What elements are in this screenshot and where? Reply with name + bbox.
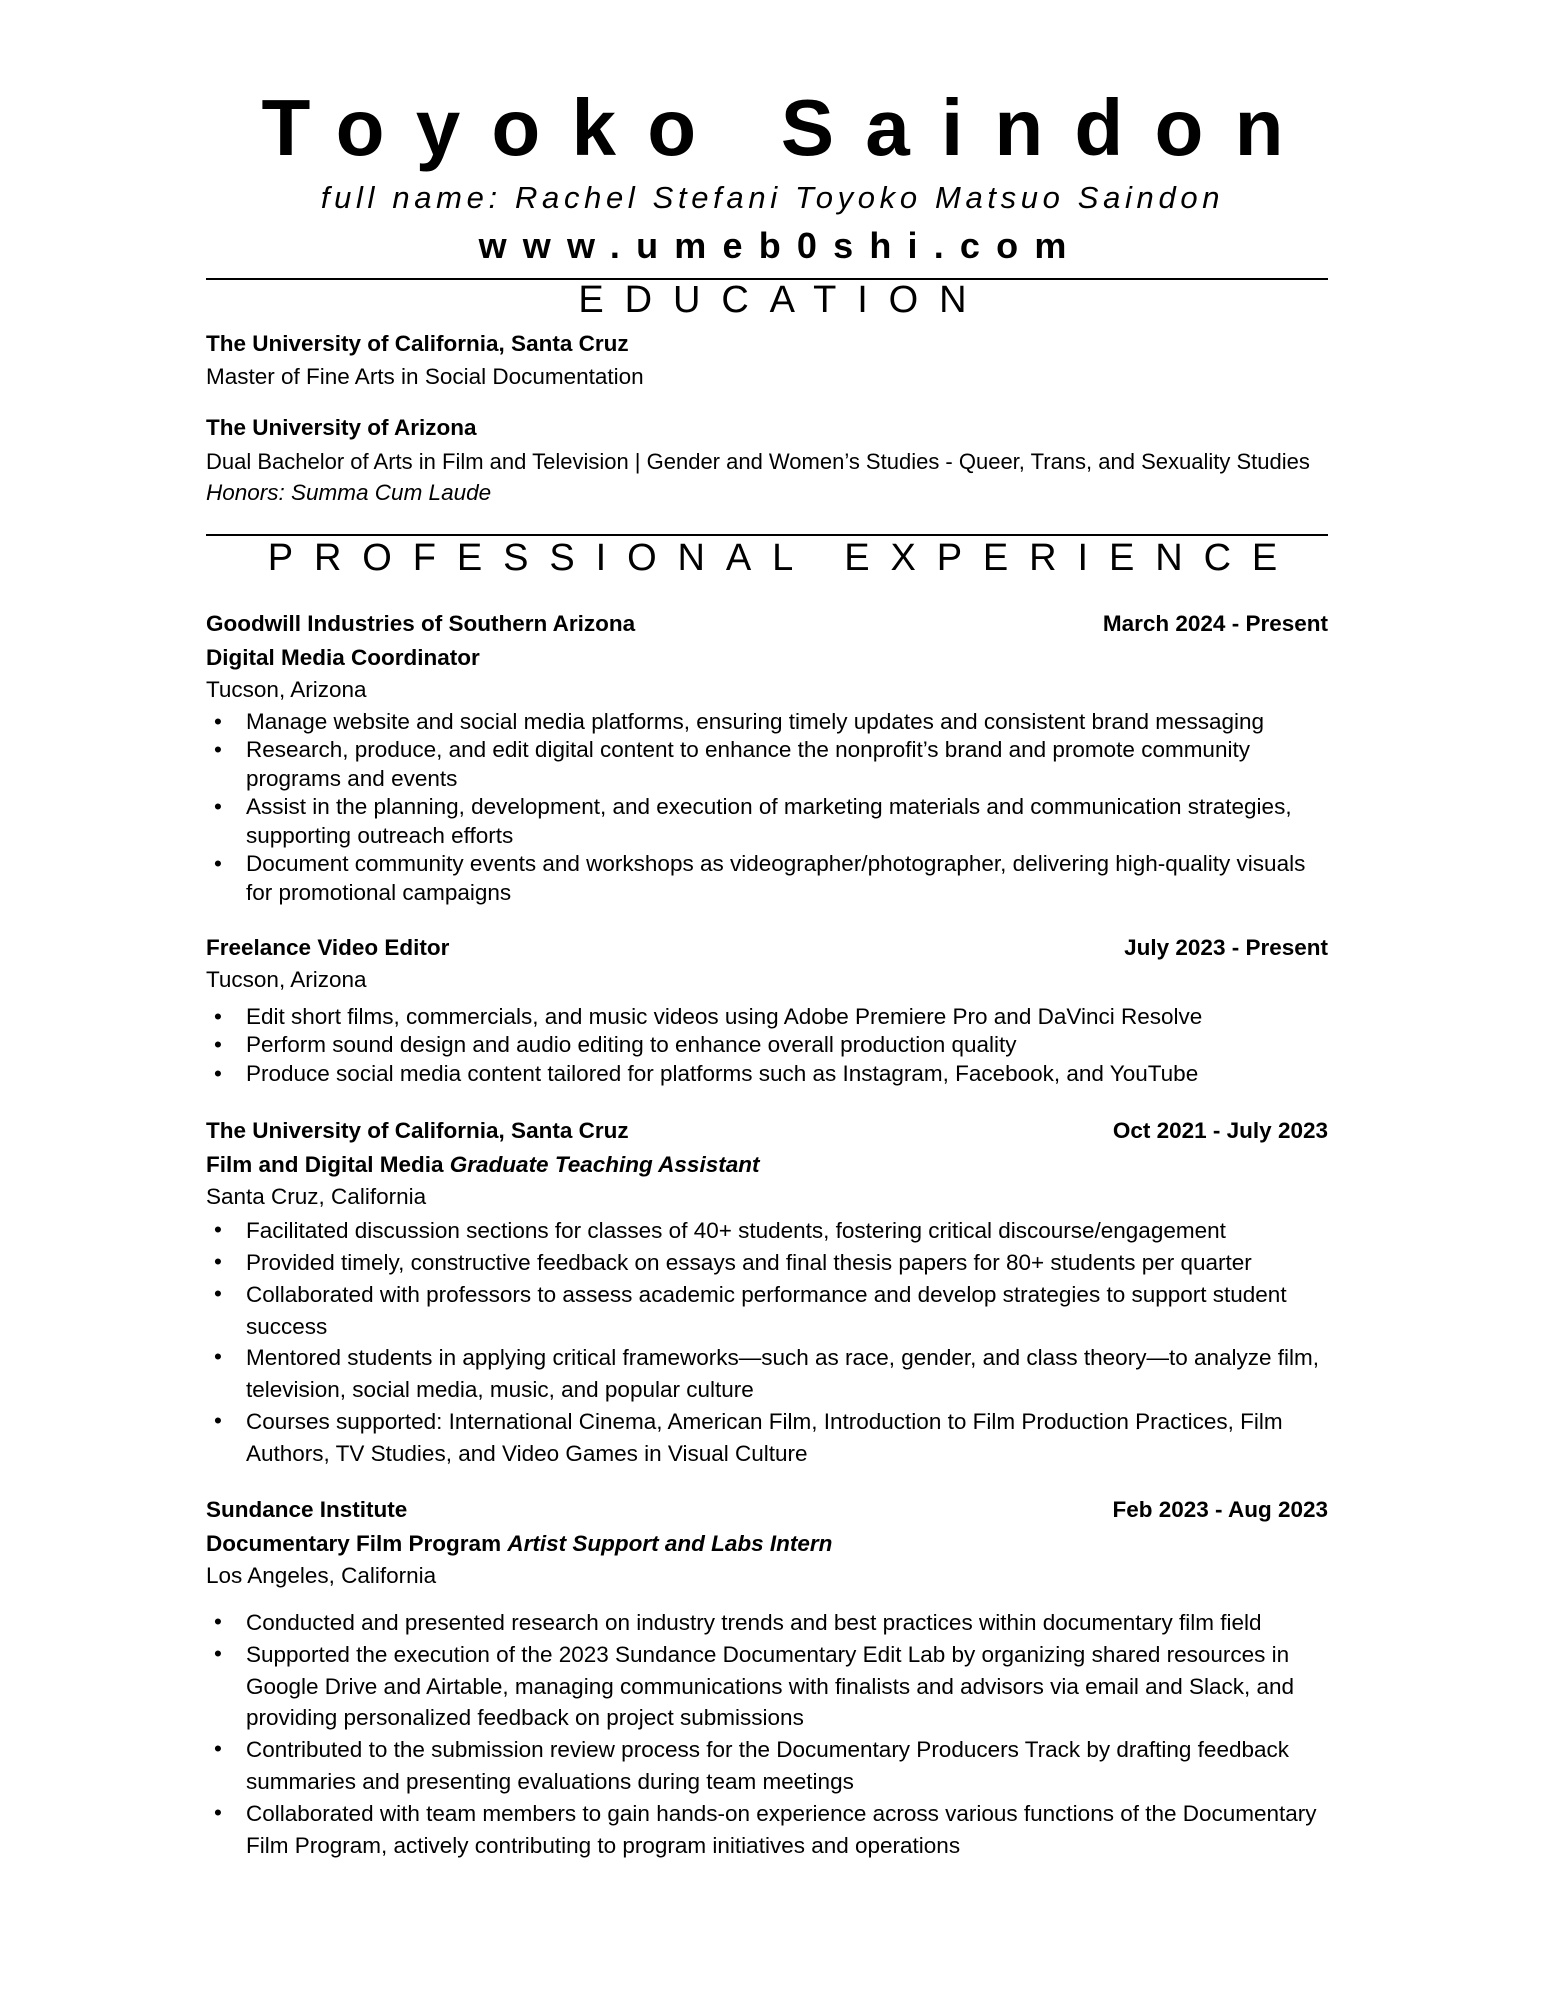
bullet-marker: • — [214, 1408, 222, 1433]
education-school: The University of Arizona — [206, 415, 477, 440]
candidate-name: Toyoko Saindon — [261, 83, 1315, 172]
bullet-marker: • — [214, 1004, 222, 1029]
job-title: Digital Media Coordinator — [206, 645, 480, 670]
job-bullet: Collaborated with professors to assess academic performance and develop strategies to support student success — [246, 1282, 1287, 1339]
bullet-marker: • — [214, 737, 222, 762]
bullet-marker: • — [214, 709, 222, 734]
job-bullet: Assist in the planning, development, and execution of marketing materials and communication strategies, supporting outreach efforts — [246, 794, 1292, 848]
experience-heading: PROFESSIONAL EXPERIENCE — [267, 537, 1299, 579]
bullet-marker: • — [214, 1032, 222, 1057]
job-bullet: Contributed to the submission review process for the Documentary Producers Track by drafting feedback summaries and presenting evaluations during team meetings — [246, 1737, 1289, 1794]
bullet-marker: • — [214, 1641, 222, 1666]
job-bullet: Facilitated discussion sections for classes of 40+ students, fostering critical discourse/engagement — [246, 1218, 1226, 1243]
job-bullet: Provided timely, constructive feedback on essays and final thesis papers for 80+ students per quarter — [246, 1250, 1252, 1275]
job-location: Tucson, Arizona — [206, 677, 367, 702]
job-bullet: Conducted and presented research on industry trends and best practices within documentary film field — [246, 1610, 1262, 1635]
job-bullet: Mentored students in applying critical frameworks—such as race, gender, and class theory—to analyze film, television, social media, music, and popular culture — [246, 1345, 1320, 1402]
education-honors: Honors: Summa Cum Laude — [206, 480, 492, 505]
job-location: Tucson, Arizona — [206, 967, 367, 992]
job-dates: Feb 2023 - Aug 2023 — [1112, 1497, 1328, 1522]
job-title-department: Documentary Film Program — [206, 1531, 502, 1556]
job-bullet: Supported the execution of the 2023 Sundance Documentary Edit Lab by organizing shared resources in Google Drive and Airtable, managing communications with finalists and advisors via email and Slack, and providing personalized feedback on project submissions — [246, 1642, 1295, 1730]
job-title — [206, 1150, 759, 1180]
job-bullet: Courses supported: International Cinema, American Film, Introduction to Film Production Practices, Film Authors, TV Studies, and Video Games in Visual Culture — [246, 1409, 1283, 1466]
job-title — [206, 1529, 832, 1559]
job-location: Los Angeles, California — [206, 1563, 437, 1588]
bullet-marker: • — [214, 1800, 222, 1825]
bullet-marker: • — [214, 1061, 222, 1086]
job-location: Santa Cruz, California — [206, 1184, 427, 1209]
job-organization: Freelance Video Editor — [206, 935, 450, 960]
education-degree: Dual Bachelor of Arts in Film and Television | Gender and Women’s Studies - Queer, Trans, and Sexuality Studies — [206, 449, 1310, 474]
job-organization: Sundance Institute — [206, 1497, 408, 1522]
job-title-department: Film and Digital Media — [206, 1152, 444, 1177]
bullet-marker: • — [214, 851, 222, 876]
bullet-marker: • — [214, 1249, 222, 1274]
job-dates: March 2024 - Present — [1102, 611, 1328, 636]
candidate-full-name: full name: Rachel Stefani Toyoko Matsuo Saindon — [320, 180, 1225, 215]
job-bullet: Document community events and workshops as videographer/photographer, delivering high-quality visuals for promotional campaigns — [246, 851, 1306, 905]
bullet-marker: • — [214, 794, 222, 819]
job-bullet: Manage website and social media platforms, ensuring timely updates and consistent brand messaging — [246, 709, 1265, 734]
bullet-marker: • — [214, 1609, 222, 1634]
job-organization: The University of California, Santa Cruz — [206, 1118, 629, 1143]
job-bullet: Produce social media content tailored for platforms such as Instagram, Facebook, and YouTube — [246, 1061, 1199, 1086]
job-title-role: Artist Support and Labs Intern — [507, 1531, 833, 1556]
bullet-marker: • — [214, 1736, 222, 1761]
education-school: The University of California, Santa Cruz — [206, 331, 629, 356]
bullet-marker: • — [214, 1281, 222, 1306]
education-degree: Master of Fine Arts in Social Documentation — [206, 364, 644, 389]
job-organization: Goodwill Industries of Southern Arizona — [206, 611, 636, 636]
job-dates: July 2023 - Present — [1124, 935, 1328, 960]
bullet-marker: • — [214, 1217, 222, 1242]
bullet-marker: • — [214, 1344, 222, 1369]
job-title-role: Graduate Teaching Assistant — [449, 1152, 760, 1177]
job-bullet: Edit short films, commercials, and music videos using Adobe Premiere Pro and DaVinci Resolve — [246, 1004, 1203, 1029]
candidate-website: www.umeb0shi.com — [478, 225, 1083, 266]
job-bullet: Collaborated with team members to gain hands-on experience across various functions of the Documentary Film Program, actively contributing to program initiatives and operations — [246, 1801, 1317, 1858]
job-bullet: Perform sound design and audio editing to enhance overall production quality — [246, 1032, 1017, 1057]
education-heading: EDUCATION — [578, 279, 988, 321]
job-dates: Oct 2021 - July 2023 — [1112, 1118, 1328, 1143]
job-bullet: Research, produce, and edit digital content to enhance the nonprofit’s brand and promote community programs and events — [246, 737, 1250, 791]
